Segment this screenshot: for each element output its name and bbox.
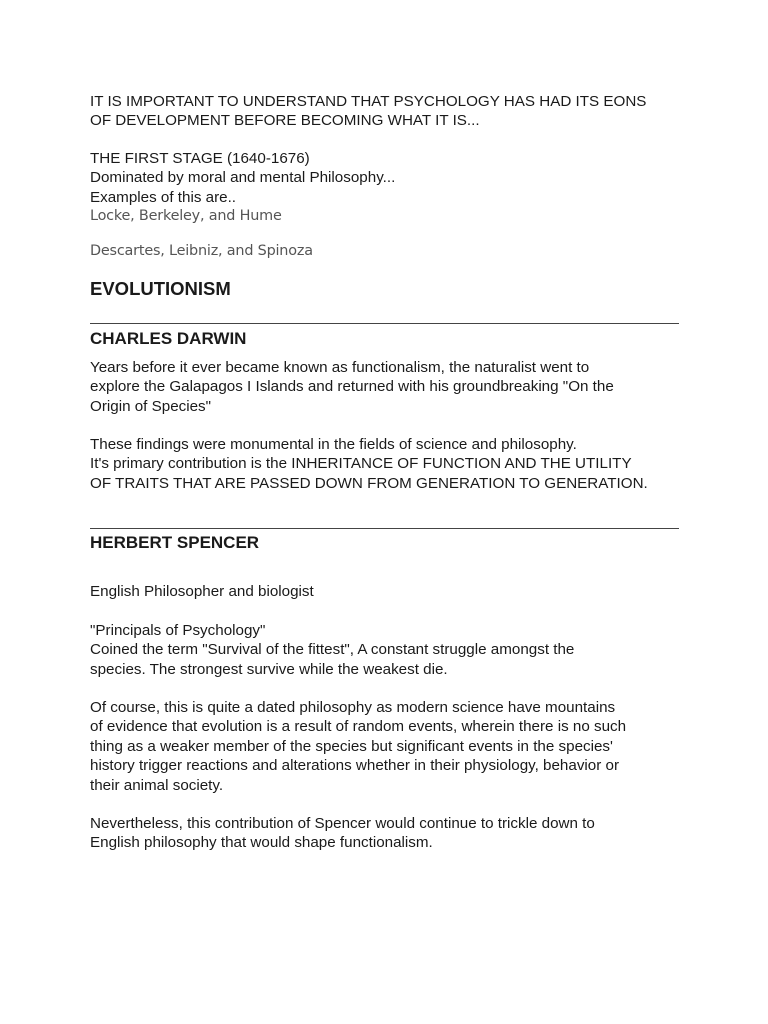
spencer-p3-line-1: Nevertheless, this contribution of Spencer would continue to trickle down to bbox=[90, 814, 595, 832]
spencer-p2-line-3: thing as a weaker member of the species but significant events in the species' bbox=[90, 737, 613, 755]
first-stage-examples-1: Locke, Berkeley, and Hume bbox=[90, 208, 282, 225]
intro-line-2: OF DEVELOPMENT BEFORE BECOMING WHAT IT IS... bbox=[90, 112, 480, 130]
darwin-p1-line-1: Years before it ever became known as functionalism, the naturalist went to bbox=[90, 358, 590, 376]
first-stage-title: THE FIRST STAGE (1640-1676) bbox=[90, 149, 310, 167]
darwin-p2-line-1: These findings were monumental in the fields of science and philosophy. bbox=[90, 436, 577, 454]
darwin-heading: CHARLES DARWIN bbox=[90, 328, 247, 348]
spencer-p3-line-2: English philosophy that would shape functionalism. bbox=[90, 834, 433, 852]
first-stage-line-1: Dominated by moral and mental Philosophy... bbox=[90, 169, 396, 187]
darwin-p1-line-3: Origin of Species" bbox=[90, 397, 212, 415]
first-stage-examples-2: Descartes, Leibniz, and Spinoza bbox=[90, 243, 313, 260]
first-stage-block bbox=[90, 149, 680, 262]
intro-paragraph bbox=[90, 92, 680, 131]
spencer-p2-line-5: their animal society. bbox=[90, 776, 224, 794]
section-heading-evolutionism: EVOLUTIONISM bbox=[90, 277, 231, 299]
spencer-p1-line-2: species. The strongest survive while the weakest die. bbox=[90, 660, 448, 678]
spencer-section bbox=[90, 533, 680, 852]
darwin-p2-line-2: It's primary contribution is the INHERITANCE OF FUNCTION AND THE UTILITY bbox=[90, 455, 632, 473]
intro-line-1: IT IS IMPORTANT TO UNDERSTAND THAT PSYCHOLOGY HAS HAD ITS EONS bbox=[90, 93, 647, 110]
spencer-p2-line-2: of evidence that evolution is a result of random events, wherein there is no such bbox=[90, 718, 627, 736]
spencer-book-title: "Principals of Psychology" bbox=[90, 621, 266, 639]
darwin-section bbox=[90, 329, 680, 493]
darwin-p2-line-3: OF TRAITS THAT ARE PASSED DOWN FROM GENERATION TO GENERATION. bbox=[90, 474, 648, 492]
spencer-p2-line-1: Of course, this is quite a dated philosophy as modern science have mountains bbox=[90, 698, 616, 716]
spencer-description: English Philosopher and biologist bbox=[90, 583, 314, 601]
first-stage-line-2: Examples of this are.. bbox=[90, 188, 237, 206]
spencer-heading: HERBERT SPENCER bbox=[90, 533, 260, 553]
spencer-p1-line-1: Coined the term "Survival of the fittest", A constant struggle amongst the bbox=[90, 641, 575, 659]
darwin-p1-line-2: explore the Galapagos I Islands and returned with his groundbreaking "On the bbox=[90, 378, 614, 396]
document-page bbox=[90, 92, 680, 853]
spencer-p2-line-4: history trigger reactions and alterations whether in their physiology, behavior or bbox=[90, 757, 620, 775]
